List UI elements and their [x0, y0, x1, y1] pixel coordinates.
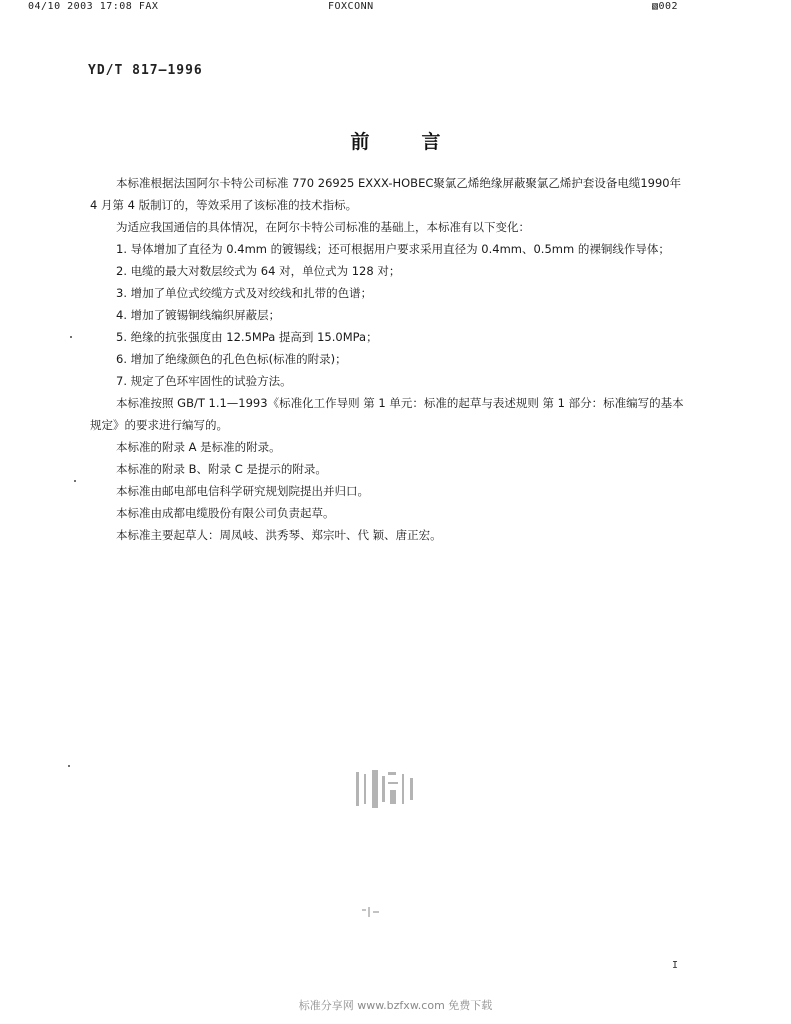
- list-item: 1. 导体增加了直径为 0.4mm 的镀锡线；还可根据用户要求采用直径为 0.4mm、0.5mm 的裸铜线作导体；: [116, 242, 670, 256]
- fax-page: ▧002: [652, 1, 679, 12]
- list-item: 2. 电缆的最大对数层绞式为 64 对，单位式为 128 对；: [116, 264, 401, 278]
- paragraph: 本标准主要起草人：周凤岐、洪秀琴、郑宗叶、代 颖、唐正宏。: [116, 528, 442, 542]
- paragraph: 本标准由邮电部电信科学研究规划院提出并归口。: [116, 484, 369, 498]
- paragraph: 本标准的附录 B、附录 C 是提示的附录。: [116, 462, 327, 476]
- paragraph: 为适应我国通信的具体情况，在阿尔卡特公司标准的基础上，本标准有以下变化：: [116, 220, 530, 234]
- fax-sender: FOXCONN: [328, 1, 374, 12]
- list-item: 3. 增加了单位式绞缆方式及对绞线和扎带的色谱；: [116, 286, 373, 300]
- standard-code: YD/T 817—1996: [88, 63, 203, 78]
- page-title: 前言: [350, 131, 493, 153]
- watermark-footer: 标准分享网 www.bzfxw.com 免费下载: [298, 999, 493, 1012]
- paragraph: 本标准由成都电缆股份有限公司负责起草。: [116, 506, 335, 520]
- page-number: I: [672, 960, 679, 971]
- small-stamp-mark: [360, 905, 384, 921]
- preface-body: [90, 172, 690, 546]
- paragraph: 本标准的附录 A 是标准的附录。: [116, 440, 281, 454]
- list-item: 5. 绝缘的抗张强度由 12.5MPa 提高到 15.0MPa；: [116, 330, 378, 344]
- list-item: 4. 增加了镀锡铜线编织屏蔽层；: [116, 308, 281, 322]
- paragraph: 本标准按照 GB/T 1.1—1993《标准化工作导则 第 1 单元：标准的起草与表述规则 第 1 部分：标准编写的基本规定》的要求进行编写的。: [90, 396, 684, 432]
- fax-header: [0, 0, 791, 16]
- paragraph: 本标准根据法国阿尔卡特公司标准 770 26925 EXXX-HOBEC聚氯乙烯绝缘屏蔽聚氯乙烯护套设备电缆1990年 4 月第 4 版制订的，等效采用了该标准的技术指标。: [90, 176, 682, 212]
- scan-speck: [68, 765, 70, 767]
- scan-speck: [70, 336, 72, 338]
- stamp-mark: [352, 768, 418, 812]
- scan-speck: [74, 480, 76, 482]
- list-item: 6. 增加了绝缘颜色的孔色色标(标准的附录)；: [116, 352, 347, 366]
- list-item: 7. 规定了色环牢固性的试验方法。: [116, 374, 292, 388]
- fax-datetime: 04/10 2003 17:08 FAX: [28, 1, 159, 12]
